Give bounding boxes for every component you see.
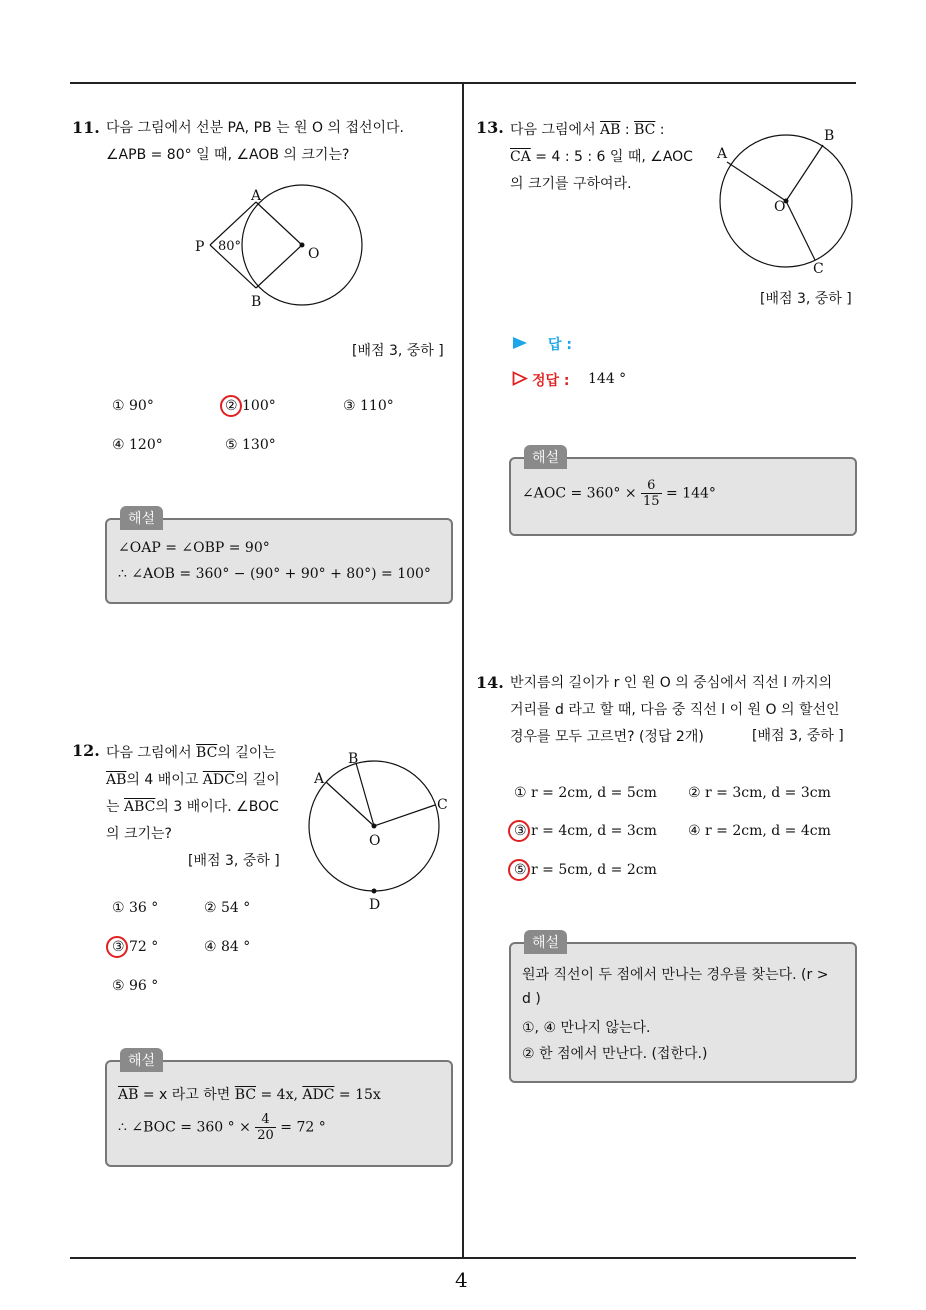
- correct-answer-value: 144 °: [588, 371, 627, 387]
- answer-label: 답 :: [548, 337, 572, 353]
- q14-choice-2[interactable]: ② r = 3cm, d = 3cm: [688, 785, 831, 801]
- q14-choice-3[interactable]: ③ r = 4cm, d = 3cm: [514, 823, 657, 839]
- q11-score: [배점 3, 중하 ]: [352, 343, 444, 359]
- q12-choice-2[interactable]: ② 54 °: [204, 900, 251, 916]
- q11-choice-5[interactable]: ⑤ 130°: [225, 437, 276, 453]
- column-divider: [462, 82, 464, 1258]
- q12-label-o: O: [369, 833, 381, 849]
- q12-number: 12.: [72, 741, 100, 760]
- q14-line3: 경우를 모두 고르면? (정답 2개): [510, 729, 704, 745]
- q11-angle-label: 80°: [218, 239, 242, 254]
- q14-solution-line1: 원과 직선이 두 점에서 만나는 경우를 찾는다. (r >: [522, 967, 829, 983]
- q11-solution-line1: ∠OAP = ∠OBP = 90°: [118, 540, 270, 556]
- q12-score: [배점 3, 중하 ]: [188, 853, 280, 869]
- q14-selected-mark-5: [508, 859, 530, 881]
- q12-choice-3[interactable]: ③ 72 °: [112, 939, 159, 955]
- q13-line1: 다음 그림에서 $\overline{AB}$ : $\overline{BC}$ :: [510, 122, 665, 138]
- q13-line2: $\overline{CA} = 4$ : 5 : 6 일 때, ∠AOC: [510, 149, 693, 165]
- q11-choice-4[interactable]: ④ 120°: [112, 437, 163, 453]
- q11-choice-2[interactable]: ② 100°: [225, 398, 276, 414]
- q14-selected-mark-3: [508, 820, 530, 842]
- q12-line2: $\overline{AB}$의 4 배이고 $\overline{ADC}$의 길이: [106, 772, 280, 788]
- q11-label-b: B: [251, 294, 262, 310]
- q14-score: [배점 3, 중하 ]: [752, 728, 844, 744]
- page-number: 4: [455, 1268, 468, 1292]
- q11-figure: [190, 180, 370, 315]
- q12-line3: 는 $\overline{ABC}$의 3 배이다. ∠BOC: [106, 799, 279, 815]
- q14-number: 14.: [476, 673, 504, 692]
- q14-solution-line2: d ): [522, 991, 541, 1007]
- q13-label-b: B: [824, 128, 835, 144]
- q13-line3: 의 크기를 구하여라.: [510, 176, 632, 192]
- q13-label-a: A: [717, 146, 728, 162]
- q11-solution-box: [105, 518, 453, 604]
- q13-number: 13.: [476, 118, 504, 137]
- q13-label-c: C: [813, 261, 824, 277]
- q12-solution-line1: $\overline{AB} = x$ 라고 하면 $\overline{BC} = 4x$, $\overline{ADC} = 15x$: [118, 1087, 381, 1103]
- q11-label-o: O: [308, 246, 320, 262]
- q11-solution-line2: ∴ ∠AOB = 360° − (90° + 90° + 80°) = 100°: [118, 566, 431, 582]
- q11-line1: 다음 그림에서 선분 PA, PB 는 원 O 의 접선이다.: [106, 120, 405, 136]
- q13-label-o: O: [774, 199, 786, 215]
- q13-figure: [705, 122, 865, 282]
- q12-label-d: D: [369, 897, 381, 913]
- q12-label-c: C: [437, 797, 448, 813]
- q11-label-p: P: [195, 239, 205, 255]
- q12-figure: [300, 748, 460, 918]
- q14-choice-5[interactable]: ⑤ r = 5cm, d = 2cm: [514, 862, 657, 878]
- q12-choice-1[interactable]: ① 36 °: [112, 900, 159, 916]
- correct-answer-label: 정답 :: [532, 373, 570, 389]
- q12-choice-4[interactable]: ④ 84 °: [204, 939, 251, 955]
- q14-choice-4[interactable]: ④ r = 2cm, d = 4cm: [688, 823, 831, 839]
- q12-line1: 다음 그림에서 $\overline{BC}$의 길이는: [106, 745, 276, 761]
- q11-choice-3[interactable]: ③ 110°: [343, 398, 394, 414]
- q12-solution-label: 해설: [120, 1048, 163, 1072]
- q13-solution-line1: ∠AOC = 360° × $\frac{6}{15}$ = 144°: [522, 478, 716, 509]
- q13-solution-label: 해설: [524, 445, 567, 469]
- q11-choice-1[interactable]: ① 90°: [112, 398, 154, 414]
- outline-arrow-icon: [512, 371, 528, 386]
- q11-label-a: A: [251, 188, 262, 204]
- q12-line4: 의 크기는?: [106, 826, 172, 842]
- q11-selected-mark: [220, 395, 242, 417]
- play-arrow-icon: [512, 336, 528, 350]
- q11-number: 11.: [72, 118, 100, 137]
- q11-solution-label: 해설: [120, 506, 163, 530]
- q14-solution-label: 해설: [524, 930, 567, 954]
- q12-selected-mark: [106, 936, 128, 958]
- q12-label-b: B: [348, 751, 359, 767]
- q12-solution-line2: ∴ ∠BOC = 360 ° × $\frac{4}{20}$ = 72 °: [118, 1112, 326, 1143]
- q14-solution-line4: ② 한 점에서 만난다. (접한다.): [522, 1046, 708, 1062]
- q13-score: [배점 3, 중하 ]: [760, 291, 852, 307]
- q12-choice-5[interactable]: ⑤ 96 °: [112, 978, 159, 994]
- q14-choice-1[interactable]: ① r = 2cm, d = 5cm: [514, 785, 657, 801]
- q14-line2: 거리를 d 라고 할 때, 다음 중 직선 l 이 원 O 의 할선인: [510, 702, 840, 718]
- q14-solution-line3: ①, ④ 만나지 않는다.: [522, 1020, 651, 1036]
- q12-label-a: A: [314, 771, 325, 787]
- q11-line2: ∠APB = 80° 일 때, ∠AOB 의 크기는?: [106, 147, 350, 163]
- q14-line1: 반지름의 길이가 r 인 원 O 의 중심에서 직선 l 까지의: [510, 675, 833, 691]
